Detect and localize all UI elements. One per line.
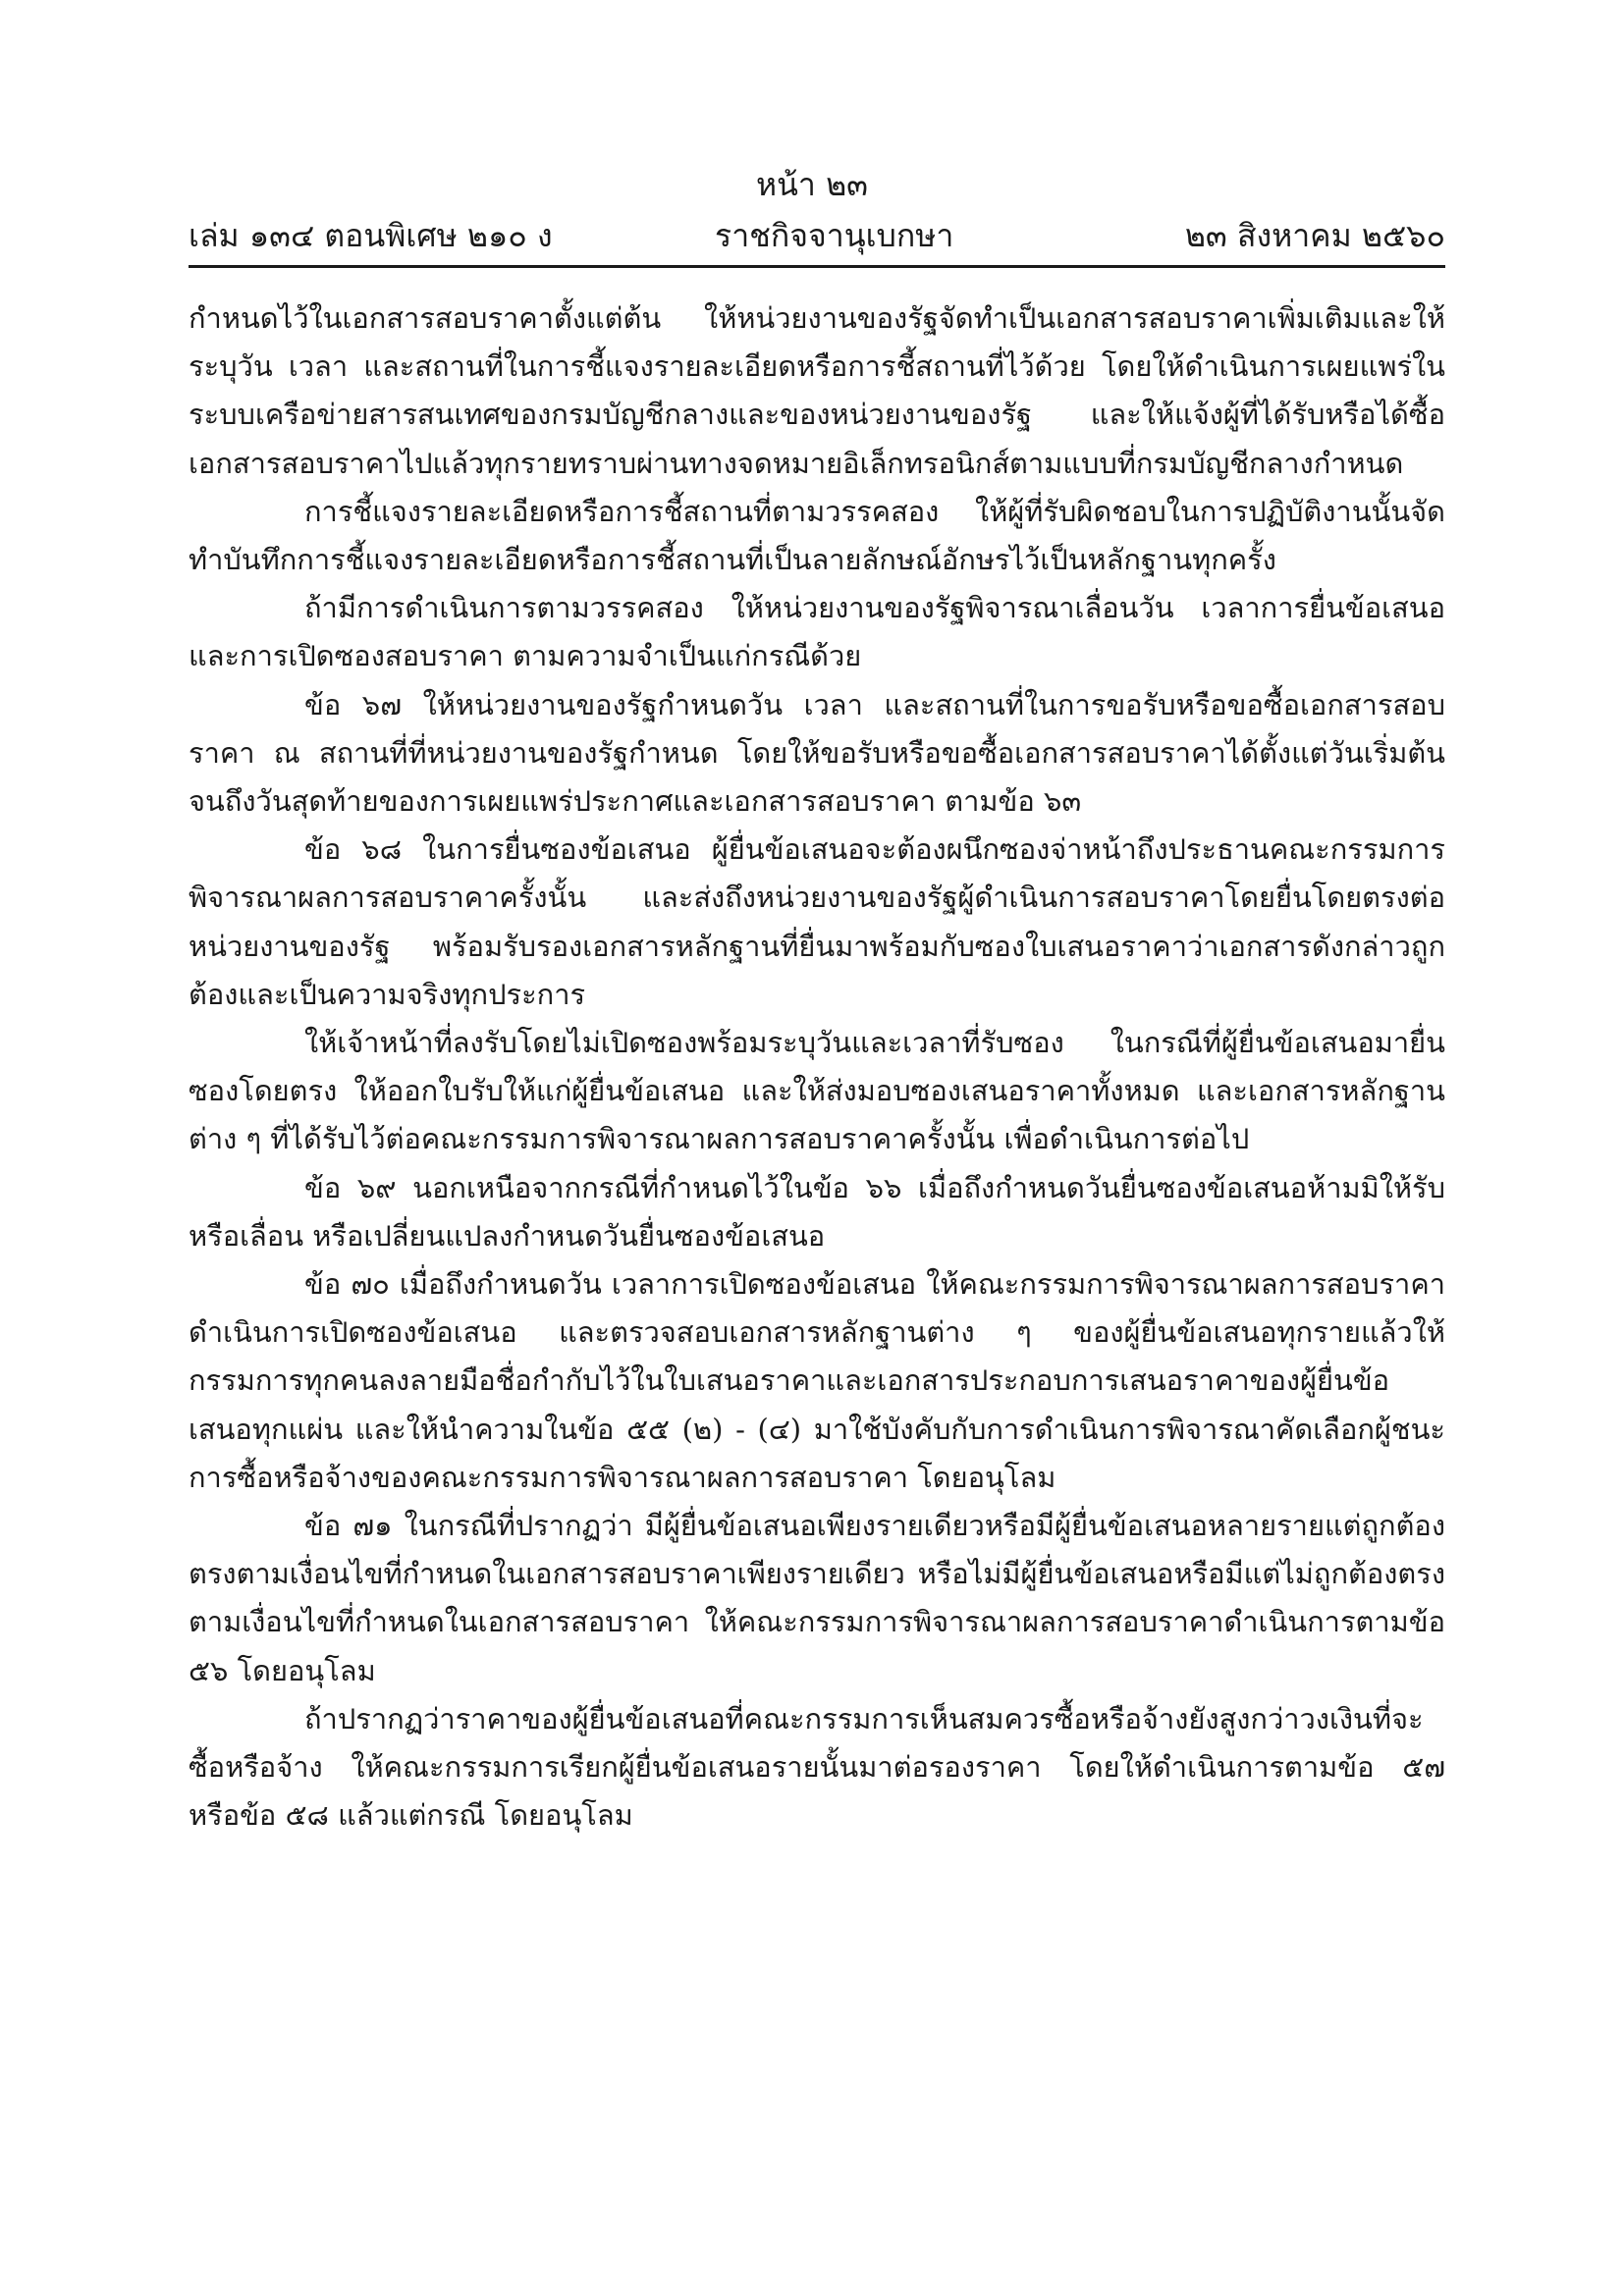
page-number: หน้า ๒๓	[755, 166, 869, 203]
header-divider	[189, 265, 1445, 268]
document-body	[189, 294, 1445, 1841]
paragraph-clarification-record: การชี้แจงรายละเอียดหรือการชี้สถานที่ตามวรรคสอง ให้ผู้ที่รับผิดชอบในการปฏิบัติงานนั้นจัดทำบันทึกการชี้แจงรายละเอียดหรือการชี้สถานที่เป็นลายลักษณ์อักษรไว้เป็นหลักฐานทุกครั้ง	[189, 494, 1445, 577]
paragraph-continuation: กำหนดไว้ในเอกสารสอบราคาตั้งแต่ต้น ให้หน่วยงานของรัฐจัดทำเป็นเอกสารสอบราคาเพิ่มเติมและให้ระบุวัน เวลา และสถานที่ในการชี้แจงรายละเอียดหรือการชี้สถานที่ไว้ด้วย โดยให้ดำเนินการเผยแพร่ในระบบเครือข่ายสารสนเทศของกรมบัญชีกลางและของหน่วยงานของรัฐ และให้แจ้งผู้ที่ได้รับหรือได้ซื้อเอกสารสอบราคาไปแล้วทุกรายทราบผ่านทางจดหมายอิเล็กทรอนิกส์ตามแบบที่กรมบัญชีกลางกำหนด	[189, 301, 1445, 480]
gazette-header	[189, 214, 1445, 257]
clause-67: ข้อ ๖๗ ให้หน่วยงานของรัฐกำหนดวัน เวลา และสถานที่ในการขอรับหรือขอซื้อเอกสารสอบราคา ณ สถานที่ที่หน่วยงานของรัฐกำหนด โดยให้ขอรับหรือขอซื้อเอกสารสอบราคาได้ตั้งแต่วันเริ่มต้นจนถึงวันสุดท้ายของการเผยแพร่ประกาศและเอกสารสอบราคา ตามข้อ ๖๓	[189, 687, 1445, 819]
clause-70: ข้อ ๗๐ เมื่อถึงกำหนดวัน เวลาการเปิดซองข้อเสนอ ให้คณะกรรมการพิจารณาผลการสอบราคาดำเนินการเปิดซองข้อเสนอ และตรวจสอบเอกสารหลักฐานต่าง ๆ ของผู้ยื่นข้อเสนอทุกรายแล้วให้กรรมการทุกคนลงลายมือชื่อกำกับไว้ในใบเสนอราคาและเอกสารประกอบการเสนอราคาของผู้ยื่นข้อเสนอทุกแผ่น และให้นำความในข้อ ๕๕ (๒) - (๔) มาใช้บังคับกับการดำเนินการพิจารณาคัดเลือกผู้ชนะการซื้อหรือจ้างของคณะกรรมการพิจารณาผลการสอบราคา โดยอนุโลม	[189, 1267, 1445, 1494]
volume-issue: เล่ม ๑๓๔ ตอนพิเศษ ๒๑๐ ง	[189, 217, 553, 254]
clause-69: ข้อ ๖๙ นอกเหนือจากกรณีที่กำหนดไว้ในข้อ ๖๖ เมื่อถึงกำหนดวันยื่นซองข้อเสนอห้ามมิให้รับหรือเลื่อน หรือเปลี่ยนแปลงกำหนดวันยื่นซองข้อเสนอ	[189, 1170, 1445, 1253]
clause-71: ข้อ ๗๑ ในกรณีที่ปรากฏว่า มีผู้ยื่นข้อเสนอเพียงรายเดียวหรือมีผู้ยื่นข้อเสนอหลายรายแต่ถูกต้องตรงตามเงื่อนไขที่กำหนดในเอกสารสอบราคาเพียงรายเดียว หรือไม่มีผู้ยื่นข้อเสนอหรือมีแต่ไม่ถูกต้องตรงตามเงื่อนไขที่กำหนดในเอกสารสอบราคา ให้คณะกรรมการพิจารณาผลการสอบราคาดำเนินการตามข้อ ๕๖ โดยอนุโลม	[189, 1509, 1445, 1687]
paragraph-receipt-of-envelopes: ให้เจ้าหน้าที่ลงรับโดยไม่เปิดซองพร้อมระบุวันและเวลาที่รับซอง ในกรณีที่ผู้ยื่นข้อเสนอมายื่นซองโดยตรง ให้ออกใบรับให้แก่ผู้ยื่นข้อเสนอ และให้ส่งมอบซองเสนอราคาทั้งหมด และเอกสารหลักฐานต่าง ๆ ที่ได้รับไว้ต่อคณะกรรมการพิจารณาผลการสอบราคาครั้งนั้น เพื่อดำเนินการต่อไป	[189, 1026, 1445, 1156]
publication-date: ๒๓ สิงหาคม ๒๕๖๐	[1184, 217, 1445, 254]
paragraph-postponement: ถ้ามีการดำเนินการตามวรรคสอง ให้หน่วยงานของรัฐพิจารณาเลื่อนวัน เวลาการยื่นข้อเสนอและการเปิดซองสอบราคา ตามความจำเป็นแก่กรณีด้วย	[189, 591, 1445, 673]
gazette-title: ราชกิจจานุเบกษา	[715, 217, 954, 254]
clause-68: ข้อ ๖๘ ในการยื่นซองข้อเสนอ ผู้ยื่นข้อเสนอจะต้องผนึกซองจ่าหน้าถึงประธานคณะกรรมการพิจารณาผลการสอบราคาครั้งนั้น และส่งถึงหน่วยงานของรัฐผู้ดำเนินการสอบราคาโดยยื่นโดยตรงต่อหน่วยงานของรัฐ พร้อมรับรองเอกสารหลักฐานที่ยื่นมาพร้อมกับซองใบเสนอราคาว่าเอกสารดังกล่าวถูกต้องและเป็นความจริงทุกประการ	[189, 832, 1445, 1011]
paragraph-price-negotiation: ถ้าปรากฏว่าราคาของผู้ยื่นข้อเสนอที่คณะกรรมการเห็นสมควรซื้อหรือจ้างยังสูงกว่าวงเงินที่จะซื้อหรือจ้าง ให้คณะกรรมการเรียกผู้ยื่นข้อเสนอรายนั้นมาต่อรองราคา โดยให้ดำเนินการตามข้อ ๕๗ หรือข้อ ๕๘ แล้วแต่กรณี โดยอนุโลม	[189, 1701, 1445, 1833]
